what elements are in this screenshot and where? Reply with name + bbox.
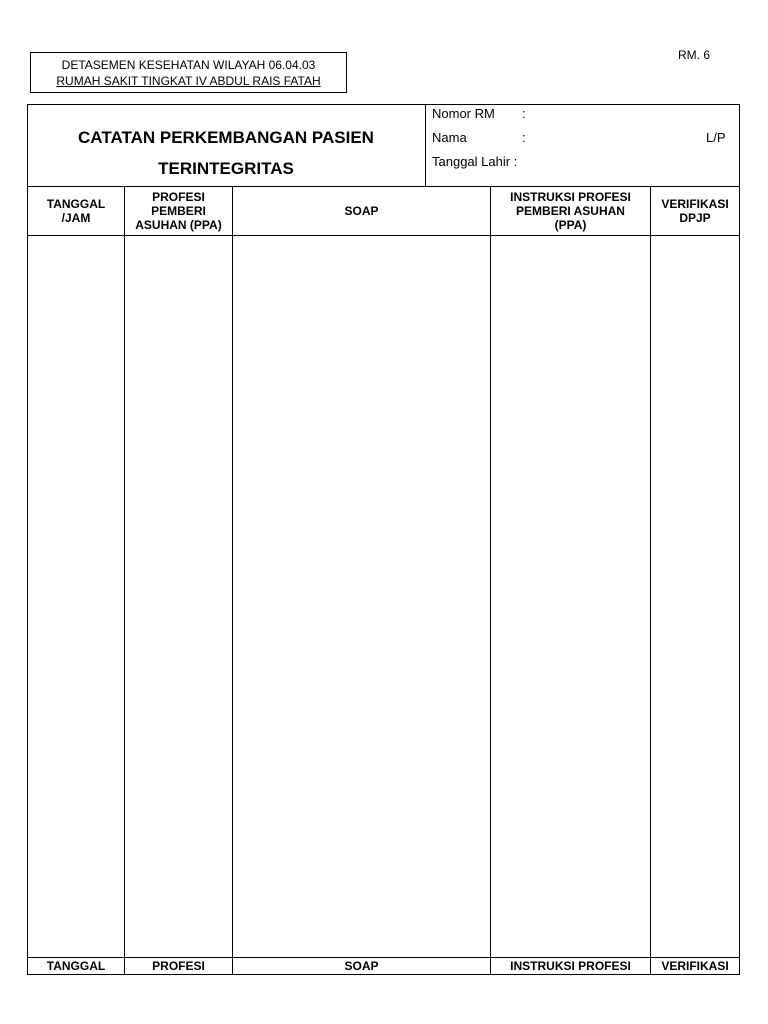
column-header-text: SOAP [344, 204, 379, 218]
column-header-text: PEMBERI [151, 204, 206, 218]
nomor-rm-label: Nomor RM [432, 106, 495, 121]
column-header-text: (PPA) [554, 218, 587, 232]
column-header-text: INSTRUKSI PROFESI [510, 190, 631, 204]
column-header-text: PEMBERI ASUHAN [516, 204, 625, 218]
footer-cell-profesi: PROFESI [152, 959, 205, 973]
nama-separator: : [522, 130, 526, 145]
nama-label: Nama [432, 130, 467, 145]
column-header-profesi [125, 187, 232, 235]
column-header-instruksi [491, 187, 650, 235]
footer-cell-soap: SOAP [344, 959, 379, 973]
entry-cell-tanggal[interactable] [28, 236, 124, 957]
organization-box [30, 52, 347, 93]
entry-cell-soap[interactable] [233, 236, 490, 957]
form-title-line2: TERINTEGRITAS [158, 159, 294, 178]
title-divider [425, 104, 426, 186]
nomor-rm-separator: : [522, 106, 526, 121]
column-header-verifikasi [651, 187, 739, 235]
column-header-tanggal [28, 187, 124, 235]
form-code: RM. 6 [678, 48, 711, 62]
column-header-text: ASUHAN (PPA) [135, 218, 222, 232]
column-header-soap [233, 187, 490, 235]
entry-cell-profesi[interactable] [125, 236, 232, 957]
footer-cell-verifikasi: VERIFIKASI [661, 959, 729, 973]
org-name-line1: DETASEMEN KESEHATAN WILAYAH 06.04.03 [61, 58, 316, 72]
column-header-text: VERIFIKASI [661, 197, 729, 211]
entry-cell-verifikasi[interactable] [651, 236, 739, 957]
form-title-line1: CATATAN PERKEMBANGAN PASIEN [78, 128, 374, 147]
footer-cell-instruksi: INSTRUKSI PROFESI [510, 959, 631, 973]
column-header-text: TANGGAL [46, 197, 106, 211]
tanggal-lahir-label: Tanggal Lahir : [432, 154, 518, 169]
entry-cell-instruksi[interactable] [491, 236, 650, 957]
footer-cell-tanggal: TANGGAL [46, 959, 106, 973]
column-header-text: /JAM [61, 211, 91, 225]
org-name-line2: RUMAH SAKIT TINGKAT IV ABDUL RAIS FATAH [56, 74, 321, 88]
gender-label: L/P [706, 130, 726, 145]
column-header-text: DPJP [679, 211, 711, 225]
column-header-text: PROFESI [152, 190, 205, 204]
